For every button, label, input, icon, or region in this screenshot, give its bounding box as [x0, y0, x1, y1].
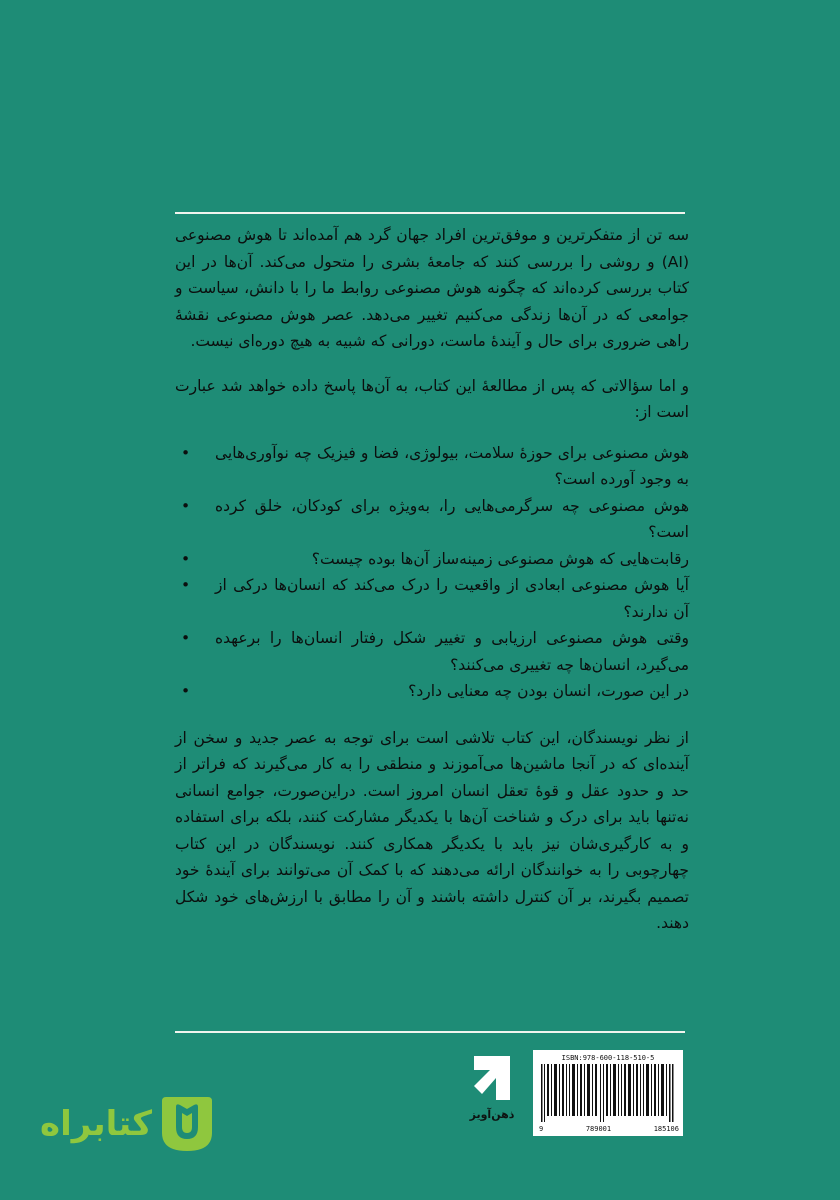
publisher-logo — [462, 1050, 522, 1135]
store-logo — [40, 1092, 218, 1156]
questions-list — [175, 440, 689, 705]
list-item: در این صورت، انسان بودن چه معنایی دارد؟ • — [175, 678, 689, 705]
questions-intro-paragraph: و اما سؤالاتی که پس از مطالعهٔ این کتاب، به آن‌ها پاسخ داده خواهد شد عبارت است از: — [175, 376, 689, 421]
store-name: کتابراه — [40, 1104, 153, 1144]
list-item: هوش مصنوعی برای حوزهٔ سلامت، بیولوژی، فضا و فیزیک چه نوآوری‌هایی به وجود آورده است؟ • — [175, 440, 689, 493]
bottom-divider — [175, 1031, 685, 1033]
barcode-digits: 9 789001 185106 — [539, 1125, 679, 1133]
list-item: آیا هوش مصنوعی ابعادی از واقعیت را درک می‌کند که انسان‌ها درکی از آن ندارند؟ • — [175, 572, 689, 625]
isbn-label: ISBN:978-600-118-510-5 — [561, 1054, 655, 1062]
list-item: رقابت‌هایی که هوش مصنوعی زمینه‌ساز آن‌ها بوده چیست؟ • — [175, 546, 689, 573]
barcode — [533, 1050, 683, 1136]
conclusion-paragraph: از نظر نویسندگان، این کتاب تلاشی است برای توجه به عصر جدید و سخن از آینده‌ای که در آنجا ماشین‌ها می‌آموزند و منطقی را به کار می‌گیرند که فراتر از حد و حدود عقل و قوهٔ تعقل انسان امروز است. دراین‌صورت، جوامع انسانی نه‌تنها باید برای درک و شناخت آن‌ها با یکدیگر مشارکت کنند، بلکه برای استفاده و به کارگیری‌شان نیز باید با یکدیگر همکاری کنند. نویسندگان در این کتاب چهارچوبی را به خوانندگان ارائه می‌دهند که با کمک آن می‌توانند برای آیندهٔ خود تصمیم بگیرند، بر آن کنترل داشته باشند و آن را مطابق با ارزش‌های خود شکل دهند. — [175, 728, 689, 932]
top-divider — [175, 212, 685, 214]
back-cover-text — [175, 222, 689, 937]
intro-paragraph: سه تن از متفکرترین و موفق‌ترین افراد جهان گرد هم آمده‌اند تا هوش مصنوعی (AI) و روشی را بررسی کنند که جامعهٔ بشری را متحول می‌کند. آن‌ها در این کتاب بررسی کرده‌اند که چگونه هوش مصنوعی روابط ما را با دانش، سیاست و جوامعی که در آن‌ها زندگی می‌کنیم تغییر می‌دهد. عصر هوش مصنوعی نقشهٔ راهی ضروری برای حال و آیندهٔ ماست، دورانی که شبیه به هیچ دوره‌ای نیست. — [175, 226, 689, 350]
list-item: وقتی هوش مصنوعی ارزیابی و تغییر شکل رفتار انسان‌ها را برعهده می‌گیرد، انسان‌ها چه تغییری می‌کنند؟ • — [175, 625, 689, 678]
book-leaf-icon — [156, 1093, 218, 1155]
publisher-mark-icon — [470, 1050, 514, 1106]
barcode-bars — [541, 1064, 675, 1122]
list-item: هوش مصنوعی چه سرگرمی‌هایی را، به‌ویژه برای کودکان، خلق کرده است؟ • — [175, 493, 689, 546]
publisher-name: ذهن‌آویز — [469, 1108, 515, 1121]
